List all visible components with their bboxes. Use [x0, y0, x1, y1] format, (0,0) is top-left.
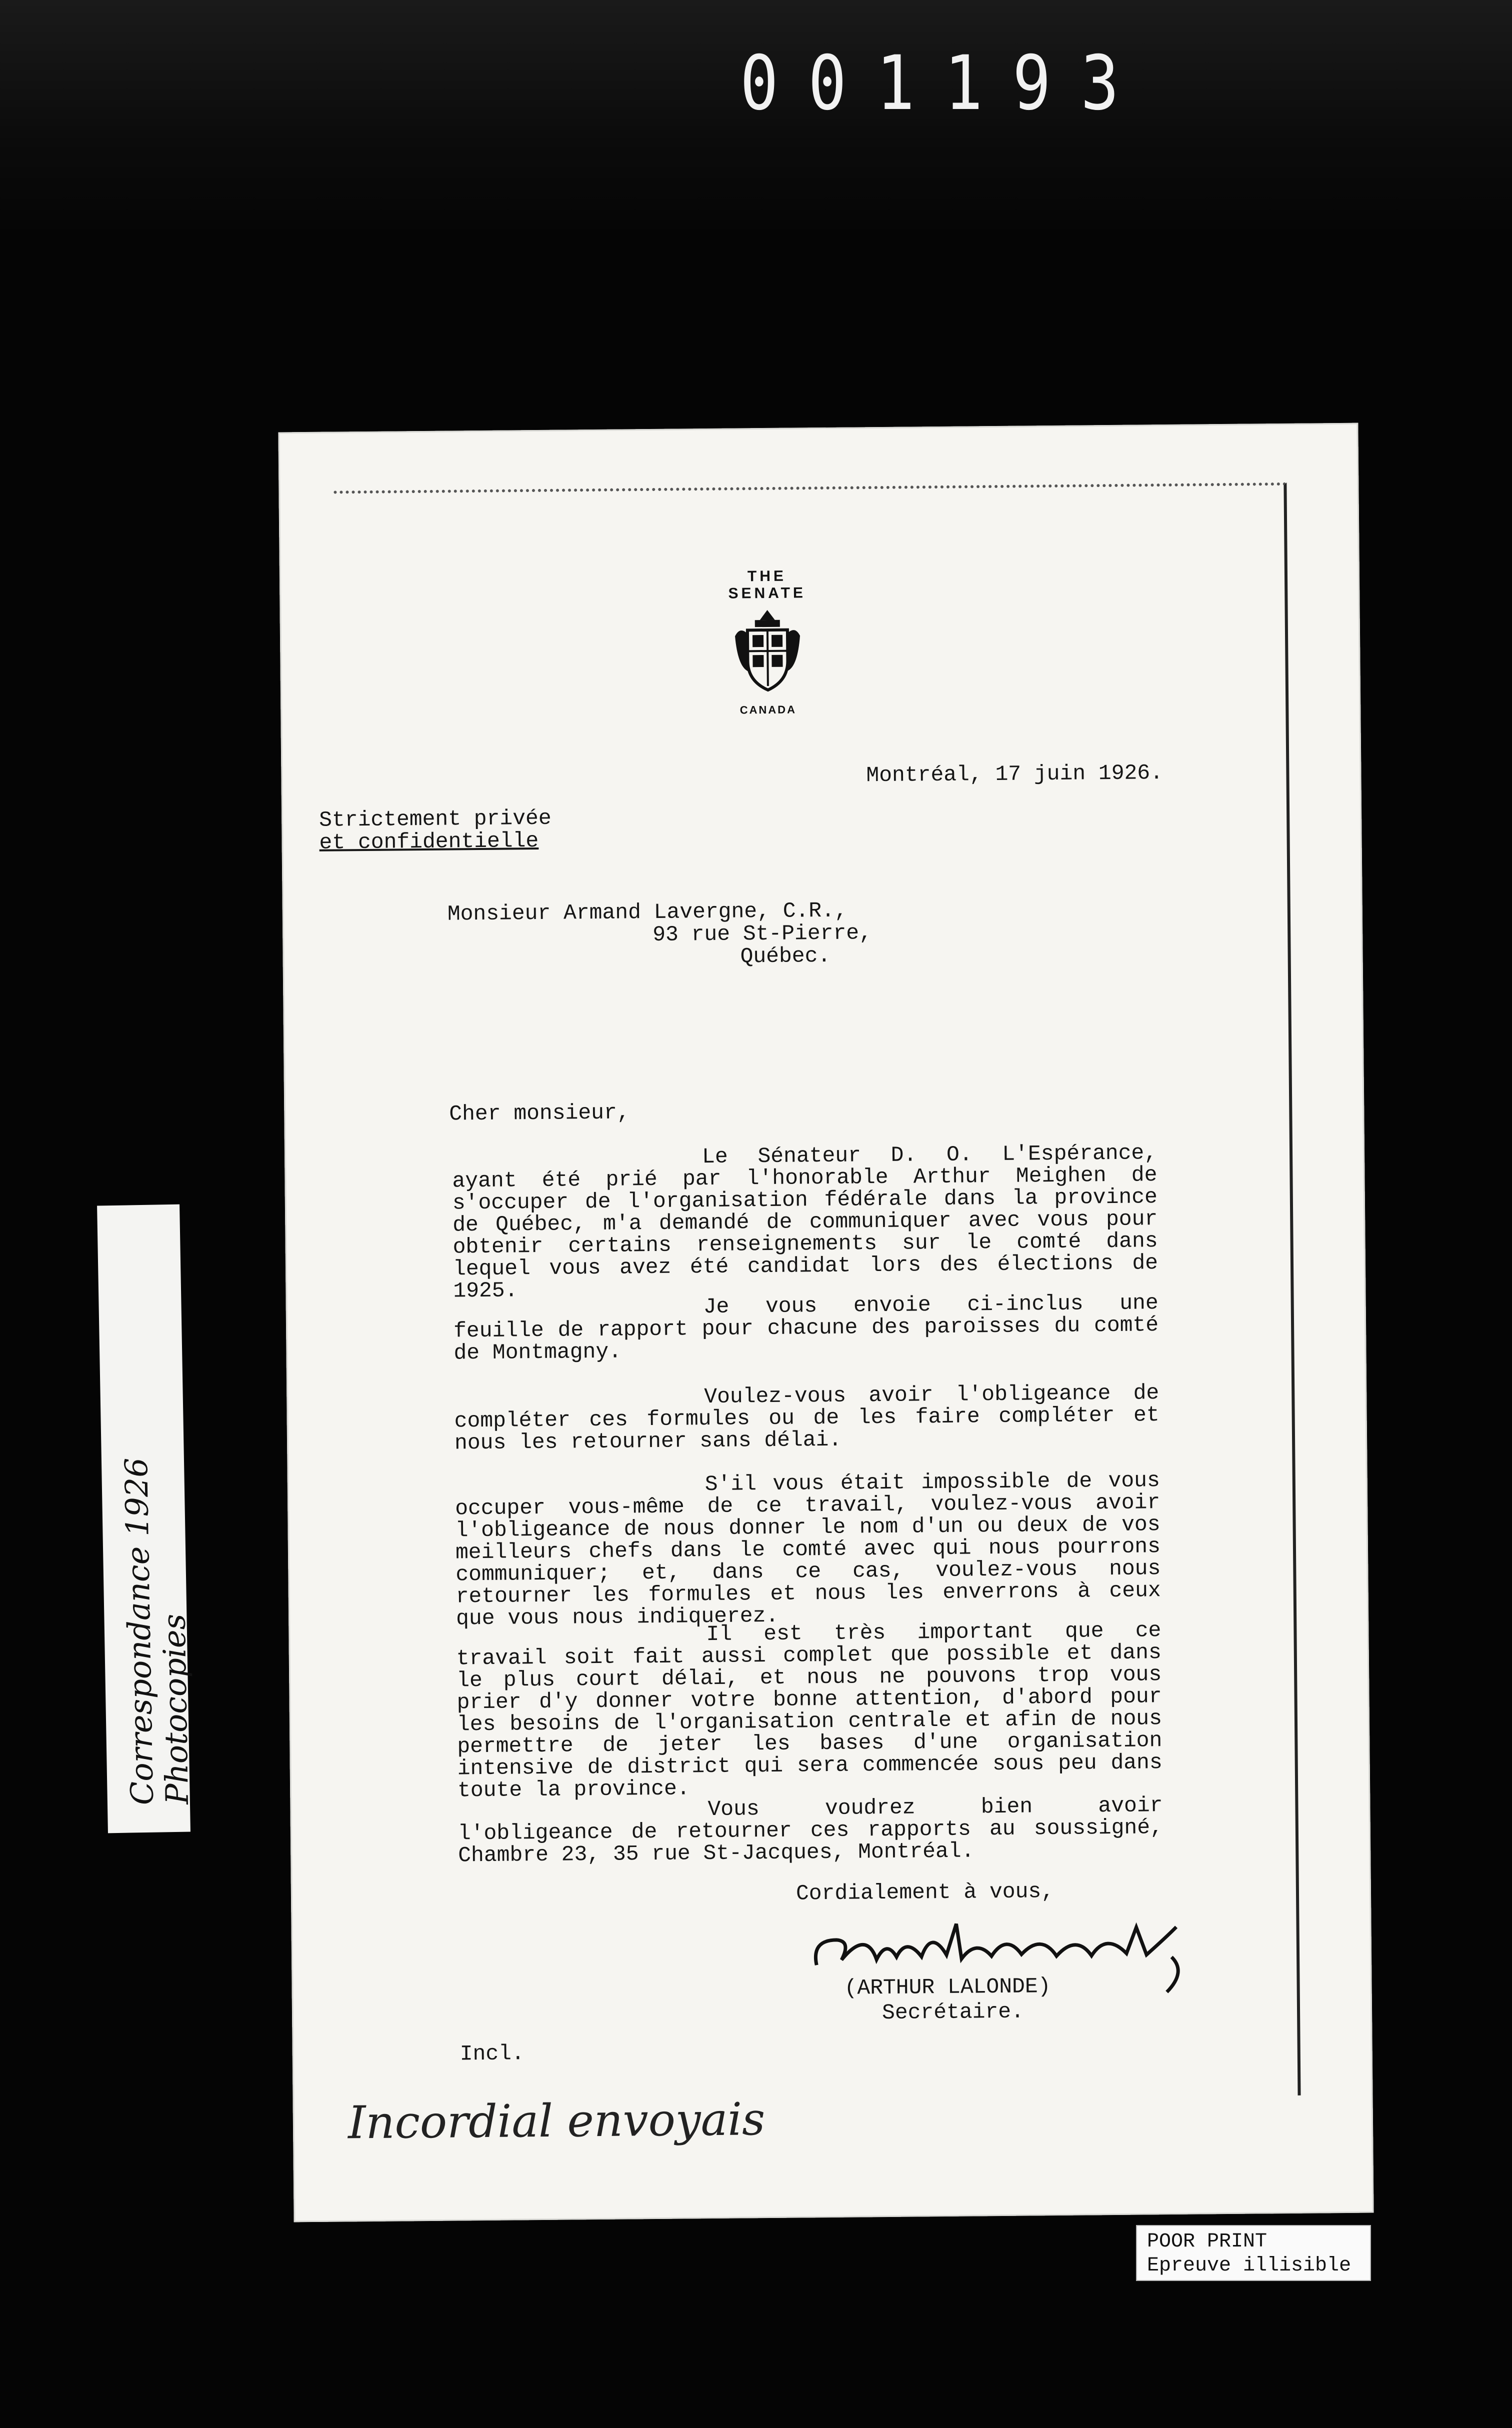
recipient-street: 93 rue St-Pierre,: [652, 920, 872, 947]
stamp-line-1: POOR PRINT: [1147, 2230, 1268, 2253]
enclosure-note: Incl.: [460, 2041, 524, 2066]
paragraph-5: Il est très important que ce travail soit fait aussi complet que possible et dans le plus court délai, et nous ne pouvons trop vous prier d'y donner votre bonne attention, d'abord pour les besoins de l'organisation centrale et afin de nous permettre de jeter les bases d'une organisation intensive de district qui sera commencée sous peu dans toute la province.: [456, 1618, 1162, 1803]
frame-number: 001193: [740, 40, 1149, 127]
coat-of-arms-icon: [724, 606, 810, 696]
stamp-line-2: Epreuve illisible: [1147, 2254, 1352, 2277]
paragraph-1: Le Sénateur D. O. L'Espérance, ayant été prié par l'honorable Arthur Meighen de s'occuper de l'organisation fédérale dans la province de Québec, m'a demandé de communiquer avec vous pour obtenir certains renseignements sur le comté dans lequel vous avez été candidat lors des élections de 1925.: [452, 1140, 1158, 1304]
closing: Cordialement à vous,: [796, 1879, 1054, 1906]
paragraph-4: S'il vous était impossible de vous occuper vous-même de ce travail, voulez-vous avoir l'obligeance de nous donner le nom d'un ou deux de vos meilleurs chefs dans le comté avec qui nous pourrons communiquer; et, dans ce cas, voulez-vous nous retourner les formules et nous les enverrons à ceux que vous nous indiquerez.: [455, 1468, 1161, 1631]
letter-page: [278, 423, 1374, 2222]
side-label-text: [119, 1456, 195, 1805]
confidential-line-1: Strictement privée: [318, 806, 552, 832]
seal-top-text: THE SENATE: [728, 568, 806, 602]
confidential-line-2: et confidentielle: [319, 828, 539, 855]
handwritten-note: Incordial envoyais: [348, 2093, 766, 2150]
paragraph-3: Voulez-vous avoir l'obligeance de compléter ces formules ou de les faire compléter et nous les retourner sans délai.: [454, 1380, 1160, 1456]
archive-side-label: [97, 1204, 196, 1834]
seal-bottom-text: CANADA: [740, 703, 797, 716]
side-label-line-2: Photocopies: [156, 1614, 196, 1805]
paragraph-6: Vous voudrez bien avoir l'obligeance de retourner ces rapports au soussigné, Chambre 23, 35 rue St-Jacques, Montréal.: [458, 1793, 1164, 1868]
recipient-city: Québec.: [740, 943, 831, 969]
signer-title: Secrétaire.: [882, 1999, 1024, 2026]
salutation: Cher monsieur,: [449, 1100, 630, 1126]
side-label-line-1: Correspondance 1926: [118, 1457, 160, 1806]
paragraph-2: Je vous envoie ci-inclus une feuille de rapport pour chacune des paroisses du comté de Montmagny.: [453, 1290, 1159, 1366]
senate-seal: [707, 568, 828, 718]
recipient-name: Monsieur Armand Lavergne, C.R.,: [447, 898, 848, 926]
signer-name: (ARTHUR LALONDE): [844, 1974, 1051, 2000]
poor-print-stamp: [1136, 2225, 1371, 2281]
letter-date: Montréal, 17 juin 1926.: [866, 760, 1164, 788]
